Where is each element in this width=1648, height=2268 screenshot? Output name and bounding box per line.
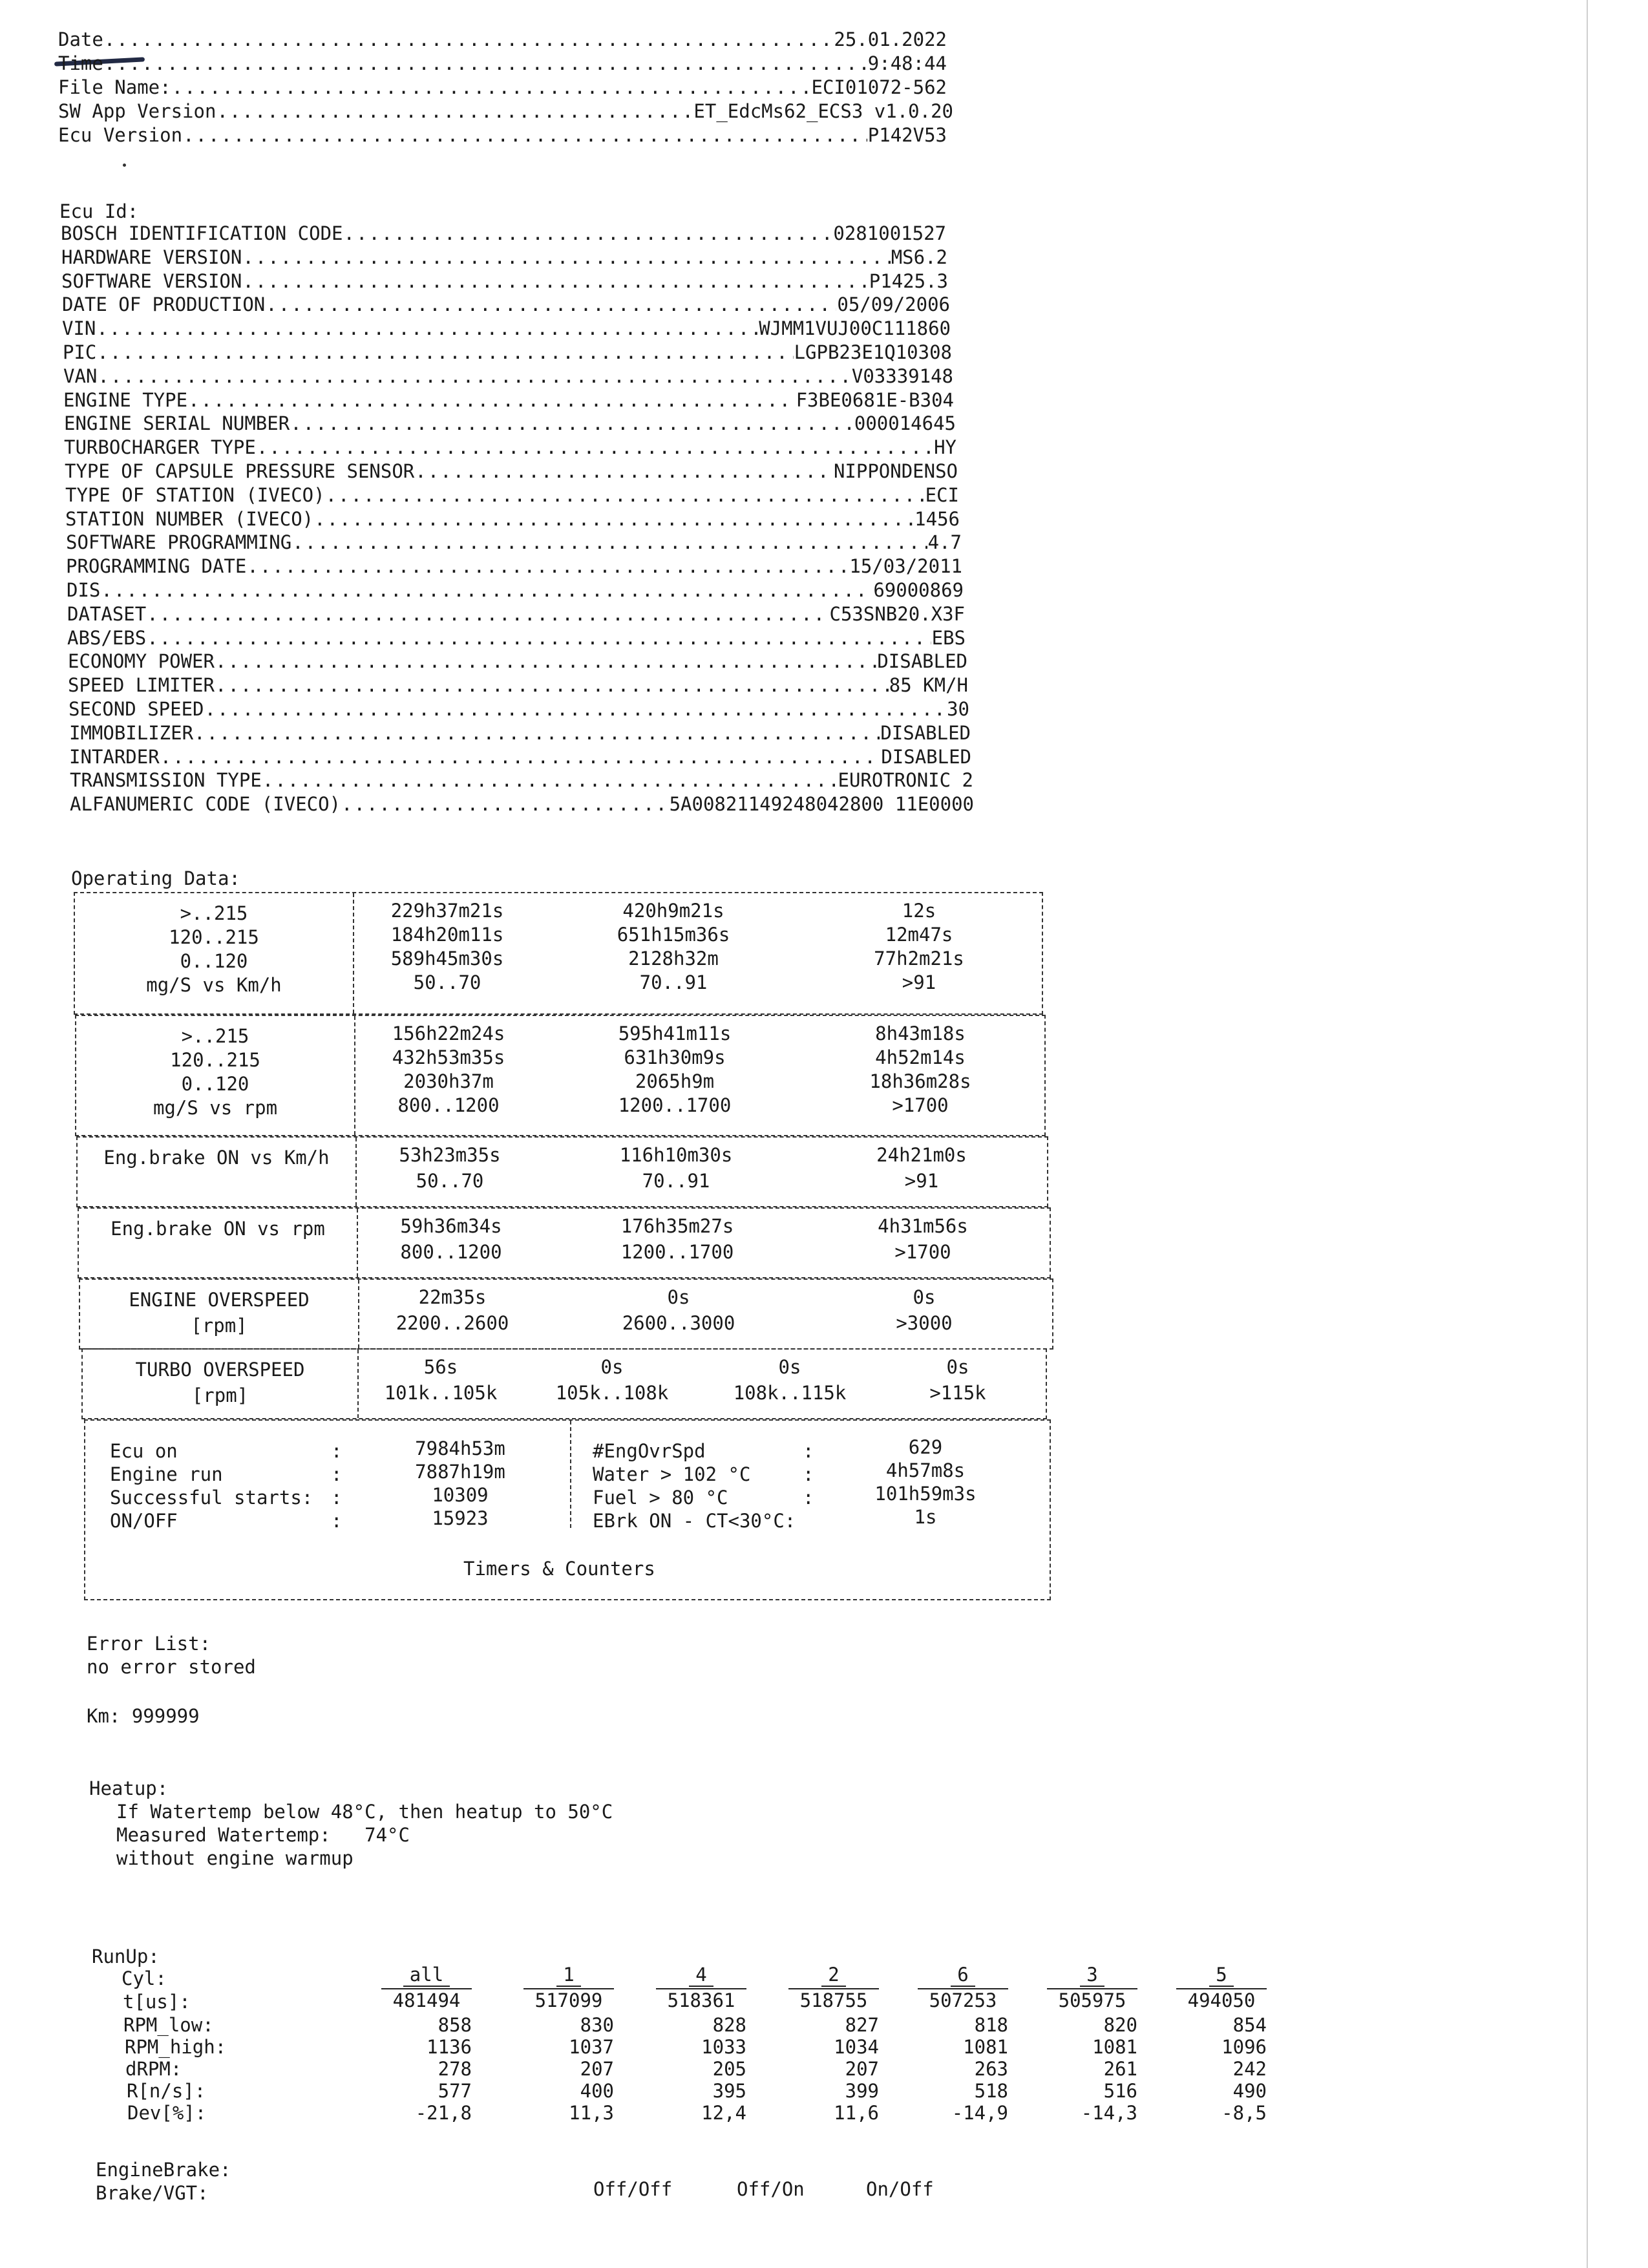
leader-dots [266, 293, 836, 315]
leader-dots [215, 650, 876, 672]
data-cell: >1700 [892, 1094, 949, 1116]
runup-cell: 263 [974, 2058, 1008, 2080]
data-cell: 1200..1700 [620, 1241, 734, 1263]
data-cell: 105k..108k [555, 1382, 669, 1404]
brake-value: Off/Off [593, 2178, 673, 2200]
field-label: ENGINE TYPE [63, 388, 188, 411]
row-label: >..215 [180, 902, 248, 924]
field-label: ECONOMY POWER [68, 650, 215, 673]
field-label: Time [58, 52, 103, 74]
field-label: TURBOCHARGER TYPE [64, 436, 256, 459]
field-value: HY [934, 436, 956, 459]
data-cell: 651h15m36s [617, 924, 730, 946]
runup-cell: 12,4 [701, 2102, 746, 2124]
leader-dots [344, 222, 833, 244]
runup-cell: 399 [845, 2080, 879, 2102]
ecu-id-line [70, 793, 974, 815]
field-label: DIS [67, 579, 101, 601]
leader-dots [160, 746, 881, 768]
field-value: DISABLED [877, 650, 967, 673]
runup-cell: 242 [1232, 2058, 1267, 2080]
leader-dots [205, 698, 947, 720]
data-cell: 70..91 [639, 971, 708, 993]
data-cell: 229h37m21s [390, 900, 504, 922]
runup-cell: 858 [438, 2014, 472, 2036]
leader-dots [242, 270, 868, 292]
runup-cell: 1034 [834, 2036, 879, 2058]
timer-label: Ecu on [110, 1440, 178, 1462]
km-reading: Km: 999999 [87, 1705, 200, 1727]
row-label: ENGINE OVERSPEED [129, 1289, 310, 1311]
runup-cell: 207 [845, 2058, 879, 2080]
field-label: BOSCH IDENTIFICATION CODE [61, 222, 343, 244]
runup-cell: 507253 [918, 1988, 1008, 2011]
ecu-id-line [62, 317, 951, 339]
runup-row-label: t[us]: [123, 1991, 191, 2013]
runup-cell: 1037 [569, 2036, 614, 2058]
field-label: File Name: [58, 76, 171, 98]
timer-value: 15923 [432, 1507, 489, 1529]
runup-cell: 516 [1103, 2080, 1137, 2102]
field-label: SECOND SPEED [69, 698, 204, 720]
leader-dots [341, 793, 669, 815]
runup-row-label: dRPM: [125, 2058, 182, 2080]
section-title: Operating Data: [71, 867, 240, 889]
field-label: DATE OF PRODUCTION [62, 293, 266, 316]
field-value: C53SNB20.X3F [829, 602, 965, 625]
leader-dots [96, 317, 758, 339]
leader-dots [194, 722, 880, 744]
runup-col-header [523, 1964, 614, 1986]
field-label: Ecu Version [58, 124, 183, 146]
field-label: INTARDER [69, 745, 160, 768]
field-label: ABS/EBS [67, 626, 147, 649]
row-label: 0..120 [180, 950, 248, 972]
turbo-block [81, 1348, 1047, 1419]
leader-dots [314, 508, 914, 530]
runup-cell: 278 [438, 2058, 472, 2080]
timer-label: ON/OFF [110, 1510, 178, 1532]
field-label: HARDWARE VERSION [61, 246, 242, 268]
field-label: VAN [63, 365, 98, 387]
data-cell: 12m47s [885, 924, 953, 946]
field-value: 5A00821149248042800 11E0000 [669, 793, 974, 816]
colon: : [803, 1440, 814, 1462]
brake-label: Brake/VGT: [96, 2182, 209, 2204]
data-cell: 4h52m14s [875, 1046, 966, 1068]
leader-dots [188, 389, 796, 411]
runup-cell: 1136 [427, 2036, 472, 2058]
page-edge-shadow [1587, 0, 1588, 2268]
runup-cell: 207 [580, 2058, 614, 2080]
row-label: 0..120 [181, 1073, 249, 1095]
ecu-id-line [66, 531, 962, 553]
row-label: 120..215 [170, 1049, 260, 1071]
header-line [58, 100, 953, 122]
runup-col-label: 1 [556, 1964, 580, 1987]
runup-cell: 1033 [701, 2036, 746, 2058]
field-value: DISABLED [881, 745, 971, 768]
field-label: TYPE OF STATION (IVECO) [65, 483, 325, 506]
runup-col-header [1047, 1964, 1137, 1986]
runup-row-label: Cyl: [121, 1967, 167, 1989]
field-value: 85 KM/H [889, 674, 968, 697]
leader-dots [415, 460, 833, 482]
leader-dots [257, 436, 933, 458]
counter-value: 629 [908, 1436, 943, 1458]
field-value: 30 [947, 698, 969, 720]
operating-block [78, 1207, 1051, 1278]
data-cell: 50..70 [413, 971, 481, 993]
data-cell: 420h9m21s [622, 900, 724, 922]
timer-label: Successful starts: [110, 1487, 313, 1509]
field-value: 25.01.2022 [834, 28, 947, 50]
row-label: [rpm] [191, 1315, 248, 1337]
runup-cell: 400 [580, 2080, 614, 2102]
ecu-id-line [67, 603, 965, 625]
data-cell: 176h35m27s [620, 1215, 734, 1237]
field-label: TYPE OF CAPSULE PRESSURE SENSOR [65, 460, 415, 482]
ecu-id-line [69, 722, 971, 744]
runup-col-header [1176, 1964, 1267, 1986]
field-label: ENGINE SERIAL NUMBER [64, 412, 290, 435]
colon: : [331, 1510, 343, 1532]
field-label: PROGRAMMING DATE [66, 555, 247, 578]
field-value: 05/09/2006 [837, 293, 950, 316]
field-label: SOFTWARE VERSION [61, 270, 242, 292]
data-cell: 101k..105k [384, 1382, 498, 1404]
colon: : [331, 1463, 343, 1485]
operating-block [74, 892, 1043, 1015]
ecu-id-line [66, 555, 962, 577]
timer-value: 7984h53m [415, 1437, 505, 1459]
field-label: IMMOBILIZER [69, 721, 194, 744]
data-cell: 8h43m18s [875, 1023, 966, 1044]
runup-cell: 1096 [1221, 2036, 1267, 2058]
leader-dots [247, 555, 849, 577]
field-value: P1425.3 [869, 270, 948, 292]
data-cell: >1700 [894, 1241, 951, 1263]
leader-dots [101, 579, 872, 601]
section-title: Ecu Id: [59, 200, 139, 222]
row-label: [rpm] [191, 1384, 249, 1406]
leader-dots [104, 28, 834, 50]
ecu-id-line [65, 460, 958, 482]
runup-cell: 261 [1103, 2058, 1137, 2080]
runup-cell: 577 [438, 2080, 472, 2102]
runup-col-label: 5 [1209, 1964, 1233, 1987]
data-cell: >91 [904, 1170, 939, 1192]
leader-dots [147, 627, 931, 649]
ecu-id-line [69, 698, 969, 720]
counter-value: 101h59m3s [874, 1483, 977, 1505]
colon: : [803, 1487, 814, 1509]
data-cell: 22m35s [418, 1286, 487, 1308]
runup-cell: 481494 [381, 1988, 472, 2011]
section-title: RunUp: [92, 1945, 160, 1967]
timer-value: 7887h19m [415, 1461, 505, 1483]
row-label: TURBO OVERSPEED [135, 1359, 305, 1381]
data-cell: 2030h37m [403, 1070, 494, 1092]
ecu-id-line [64, 436, 956, 458]
runup-col-label: 3 [1080, 1964, 1104, 1987]
ecu-id-line [62, 293, 950, 315]
ecu-id-line [67, 579, 964, 601]
section-title: Error List: [87, 1633, 211, 1655]
section-title: Heatup: [89, 1777, 169, 1799]
ecu-id-line [63, 365, 953, 387]
data-cell: 0s [667, 1286, 690, 1308]
ecu-id-line [61, 270, 948, 292]
field-value: 1456 [914, 507, 960, 530]
data-cell: 800..1200 [400, 1241, 502, 1263]
brake-value: Off/On [737, 2178, 805, 2200]
runup-cell: 518755 [788, 1988, 879, 2011]
field-value: EUROTRONIC 2 [838, 769, 973, 792]
data-cell: 56s [423, 1356, 458, 1378]
field-label: ALFANUMERIC CODE (IVECO) [70, 793, 341, 816]
runup-cell: 395 [712, 2080, 746, 2102]
ecu-id-line [61, 246, 947, 268]
data-cell: 4h31m56s [878, 1215, 968, 1237]
runup-cell: -21,8 [415, 2102, 472, 2124]
data-cell: 18h36m28s [869, 1070, 971, 1092]
field-label: DATASET [67, 602, 147, 625]
heatup-line: without engine warmup [116, 1847, 354, 1869]
operating-block [75, 1015, 1046, 1136]
field-value: V03339148 [851, 365, 953, 387]
runup-cell: -14,3 [1081, 2102, 1137, 2124]
data-cell: >115k [929, 1382, 986, 1404]
runup-cell: -14,9 [951, 2102, 1008, 2124]
data-cell: 2065h9m [635, 1070, 715, 1092]
runup-row-label: RPM_low: [123, 2014, 214, 2036]
counter-value: 1s [914, 1506, 937, 1528]
runup-col-header [381, 1964, 472, 1986]
runup-cell: 818 [974, 2014, 1008, 2036]
runup-col-header [656, 1964, 746, 1986]
runup-col-label: 2 [821, 1964, 845, 1987]
field-label: STATION NUMBER (IVECO) [65, 507, 314, 530]
timers-block [84, 1419, 1051, 1600]
field-label: Date [58, 28, 103, 50]
field-value: WJMM1VUJ00C111860 [759, 317, 951, 340]
field-label: PIC [63, 341, 97, 363]
timer-label: Engine run [110, 1463, 223, 1485]
field-value: NIPPONDENSO [833, 460, 958, 482]
field-value: ECI [925, 483, 959, 506]
field-value: P142V53 [867, 124, 947, 146]
section-footer: Timers & Counters [463, 1558, 655, 1580]
runup-cell: 828 [712, 2014, 746, 2036]
operating-block [76, 1136, 1048, 1207]
leader-dots [215, 674, 889, 696]
field-label: VIN [62, 317, 96, 340]
section-title: EngineBrake: [96, 2159, 231, 2181]
counter-label: Fuel > 80 °C [593, 1487, 728, 1509]
data-cell: >3000 [896, 1312, 953, 1334]
field-label: SW App Version [58, 100, 217, 122]
data-cell: 2200..2600 [396, 1312, 509, 1334]
speck [123, 164, 126, 167]
ecu-id-line [69, 746, 971, 768]
error-text: no error stored [87, 1656, 256, 1678]
ecu-id-line [61, 222, 946, 244]
data-cell: 59h36m34s [400, 1215, 502, 1237]
data-cell: 432h53m35s [392, 1046, 505, 1068]
data-cell: 0s [913, 1286, 936, 1308]
colon: : [331, 1487, 343, 1509]
data-cell: 12s [902, 900, 936, 922]
runup-row-label: RPM_high: [125, 2036, 227, 2058]
field-value: 9:48:44 [867, 52, 947, 74]
leader-dots [217, 100, 693, 122]
field-label: TRANSMISSION TYPE [70, 769, 262, 792]
ecu-id-line [64, 412, 956, 434]
row-label: Eng.brake ON vs Km/h [103, 1147, 330, 1169]
runup-cell: 827 [845, 2014, 879, 2036]
row-label: mg/S vs rpm [153, 1097, 278, 1119]
data-cell: 108k..115k [733, 1382, 847, 1404]
data-cell: 589h45m30s [390, 948, 504, 970]
counter-value: 4h57m8s [885, 1459, 966, 1481]
runup-row-label: R[n/s]: [127, 2080, 206, 2102]
data-cell: 77h2m21s [874, 948, 964, 970]
runup-row-label: Dev[%]: [127, 2102, 207, 2124]
header-line [58, 124, 947, 146]
runup-col-header [788, 1964, 879, 1986]
data-cell: 116h10m30s [619, 1144, 733, 1166]
runup-col-header [918, 1964, 1008, 1986]
field-value: F3BE0681E-B304 [796, 388, 954, 411]
header-line [58, 28, 947, 50]
data-cell: 156h22m24s [392, 1023, 505, 1044]
runup-cell: 11,6 [834, 2102, 879, 2124]
data-cell: 2600..3000 [622, 1312, 735, 1334]
runup-cell: 11,3 [569, 2102, 614, 2124]
runup-cell: 1081 [1092, 2036, 1137, 2058]
row-label: mg/S vs Km/h [146, 974, 282, 996]
colon: : [331, 1440, 343, 1462]
field-value: MS6.2 [891, 246, 947, 268]
data-cell: 53h23m35s [399, 1144, 501, 1166]
data-cell: 0s [600, 1356, 624, 1378]
field-value: 69000869 [873, 579, 964, 601]
data-cell: 24h21m0s [876, 1144, 967, 1166]
header-line [58, 52, 947, 74]
field-value: 4.7 [927, 531, 962, 554]
data-cell: 0s [946, 1356, 969, 1378]
heatup-line: If Watertemp below 48°C, then heatup to 50°C [116, 1801, 613, 1823]
leader-dots [183, 124, 867, 146]
data-cell: 0s [778, 1356, 801, 1378]
row-label: Eng.brake ON vs rpm [111, 1218, 325, 1240]
column-divider [570, 1421, 571, 1528]
operating-block [79, 1278, 1053, 1350]
row-label: >..215 [181, 1025, 249, 1047]
runup-cell: 494050 [1176, 1988, 1267, 2011]
runup-cell: 830 [580, 2014, 614, 2036]
ecu-id-line [65, 484, 959, 506]
runup-cell: -8,5 [1221, 2102, 1267, 2124]
runup-cell: 1081 [963, 2036, 1008, 2058]
field-value: ECI01072-562 [811, 76, 947, 98]
leader-dots [97, 341, 793, 363]
runup-cell: 820 [1103, 2014, 1137, 2036]
runup-cell: 517099 [523, 1988, 614, 2011]
leader-dots [242, 246, 890, 268]
leader-dots [292, 531, 927, 553]
data-cell: 1200..1700 [618, 1094, 732, 1116]
heatup-line: Measured Watertemp: 74°C [116, 1824, 410, 1846]
field-value: DISABLED [880, 721, 971, 744]
ecu-id-line [68, 674, 968, 696]
timer-value: 10309 [432, 1484, 489, 1506]
field-label: SPEED LIMITER [68, 674, 215, 697]
leader-dots [290, 412, 854, 434]
data-cell: 184h20m11s [390, 924, 504, 946]
leader-dots [98, 365, 850, 387]
ecu-id-line [70, 769, 973, 791]
runup-cell: 205 [712, 2058, 746, 2080]
row-label: 120..215 [169, 926, 259, 948]
leader-dots [147, 603, 829, 625]
ecu-id-line [68, 650, 967, 672]
ecu-id-line [67, 627, 966, 649]
runup-cell: 518 [974, 2080, 1008, 2102]
runup-cell: 490 [1232, 2080, 1267, 2102]
header-line [58, 76, 947, 98]
counter-label: #EngOvrSpd [593, 1440, 706, 1462]
field-value: EBS [931, 626, 966, 649]
runup-col-label: 4 [689, 1964, 713, 1987]
data-cell: >91 [902, 971, 936, 993]
field-value: 0281001527 [833, 222, 946, 244]
field-value: 000014645 [854, 412, 956, 435]
runup-cell: 505975 [1047, 1988, 1137, 2011]
ecu-id-line [65, 508, 960, 530]
data-cell: 800..1200 [397, 1094, 500, 1116]
runup-cell: 518361 [656, 1988, 746, 2011]
data-cell: 50..70 [416, 1170, 484, 1192]
data-cell: 631h30m9s [624, 1046, 726, 1068]
field-value: 15/03/2011 [849, 555, 962, 578]
brake-value: On/Off [866, 2178, 934, 2200]
leader-dots [326, 484, 925, 506]
field-value: ET_EdcMs62_ECS3 v1.0.20 [693, 100, 953, 122]
data-cell: 2128h32m [628, 948, 719, 970]
data-cell: 70..91 [642, 1170, 710, 1192]
field-label: SOFTWARE PROGRAMMING [66, 531, 292, 554]
counter-label: Water > 102 °C [593, 1463, 751, 1485]
ecu-id-line [63, 389, 954, 411]
leader-dots [262, 769, 838, 791]
data-cell: 595h41m11s [618, 1023, 732, 1044]
runup-col-label: all [403, 1964, 450, 1987]
field-value: LGPB23E1Q10308 [794, 341, 952, 363]
counter-label: EBrk ON - CT<30°C: [593, 1510, 796, 1532]
leader-dots [104, 52, 867, 74]
leader-dots [172, 76, 811, 98]
colon: : [803, 1463, 814, 1485]
ecu-id-line [63, 341, 952, 363]
runup-col-label: 6 [951, 1964, 975, 1987]
runup-cell: 854 [1232, 2014, 1267, 2036]
